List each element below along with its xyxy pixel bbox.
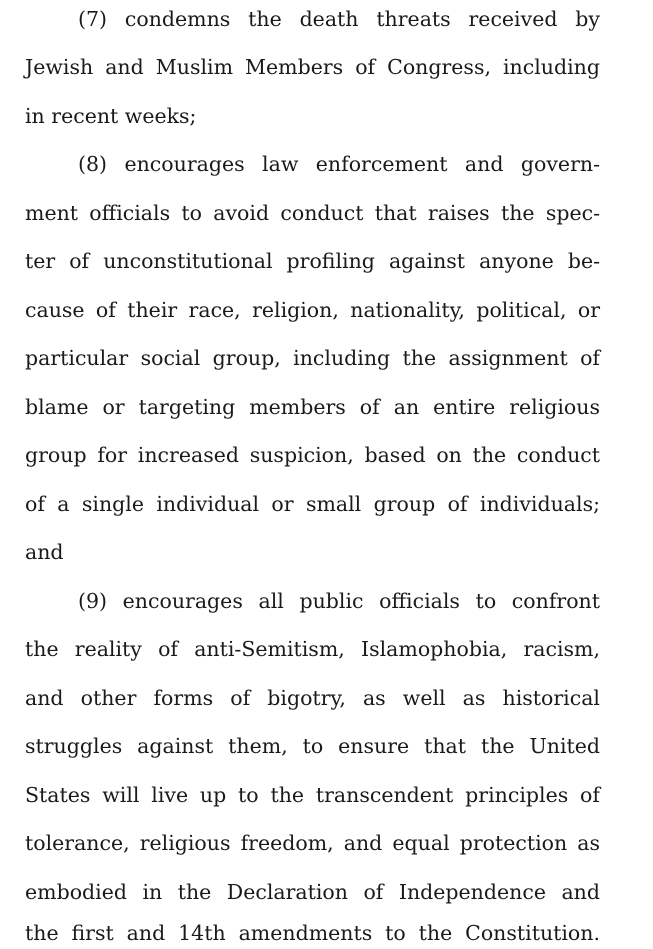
paragraph-8-line-5: particular social group, including the assignment of xyxy=(25,346,600,370)
paragraph-7-line-3: in recent weeks; xyxy=(25,104,197,128)
paragraph-9-line-2: the reality of anti-Semitism, Islamophobia, racism, xyxy=(25,637,600,661)
paragraph-7-line-1: (7) condemns the death threats received by xyxy=(78,7,600,31)
paragraph-8-line-1: (8) encourages law enforcement and govern- xyxy=(78,152,600,176)
paragraph-8-line-6: blame or targeting members of an entire religious xyxy=(25,395,600,419)
paragraph-9-line-4: struggles against them, to ensure that the United xyxy=(25,734,600,758)
paragraph-8-line-8: of a single individual or small group of individuals; xyxy=(25,492,600,516)
paragraph-8-line-4: cause of their race, religion, nationality, political, or xyxy=(25,298,600,322)
paragraph-9-line-6: tolerance, religious freedom, and equal protection as xyxy=(25,831,600,855)
paragraph-9-line-3: and other forms of bigotry, as well as historical xyxy=(25,686,600,710)
paragraph-8-line-9: and xyxy=(25,540,64,564)
paragraph-8-line-2: ment officials to avoid conduct that raises the spec- xyxy=(25,201,600,225)
paragraph-8-line-7: group for increased suspicion, based on the conduct xyxy=(25,443,600,467)
paragraph-7-line-2: Jewish and Muslim Members of Congress, including xyxy=(25,55,600,79)
paragraph-9-line-7: embodied in the Declaration of Independence and xyxy=(25,880,600,904)
paragraph-9-line-1: (9) encourages all public officials to confront xyxy=(78,589,600,613)
paragraph-9-line-5: States will live up to the transcendent principles of xyxy=(25,783,600,807)
paragraph-8-line-3: ter of unconstitutional profiling against anyone be- xyxy=(25,249,600,273)
paragraph-9-line-8: the first and 14th amendments to the Constitution. xyxy=(25,921,600,945)
